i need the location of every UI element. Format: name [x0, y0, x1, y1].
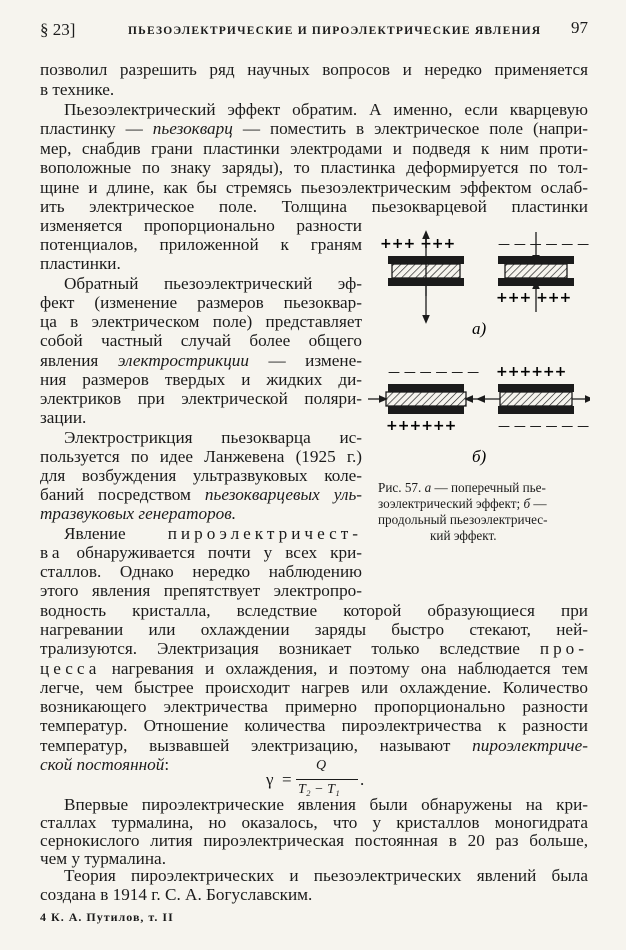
text-line: пластинку — пьезокварц — поместить в электрическое поле (напри- [40, 119, 589, 138]
text-line: собой частный случай более общего [40, 331, 362, 350]
caption-line: кий эффект. [430, 528, 497, 543]
piezo-effect-diagram [368, 226, 590, 476]
formula-fraction-bar [296, 779, 358, 780]
text-line: сталлов. Однако нередко наблюдению [40, 562, 362, 581]
formula-numerator: Q [316, 758, 327, 773]
text-line: мер, снабдив грани пластинки электродами и подведя к ним проти- [40, 139, 588, 158]
text-line: сернокислого лития пироэлектрическая постоянная в 20 раз больше, [40, 831, 588, 850]
text-line: потенциалов, приложенной к граням [40, 235, 362, 254]
text-line: Обратный пьезоэлектрический эф- [64, 274, 362, 293]
page-header [40, 18, 588, 44]
text-line: баний посредством пьезокварцевых уль- [40, 485, 363, 504]
caption-line: зоэлектрический эффект; б — [378, 496, 547, 511]
charges-label: — — — — — — [388, 365, 480, 379]
charges-label: — — — — — — [498, 419, 590, 433]
electrode [498, 406, 574, 414]
text-line: цесса нагревания и охлаждения, и поэтому она наблюдается тем [40, 659, 588, 678]
text-line: фект (изменение размеров пьезоквар- [40, 293, 362, 312]
text-line: этого явления препятствует электропро- [40, 581, 362, 600]
section-number: § 23] [40, 20, 76, 39]
text-line: чем у турмалина. [40, 849, 166, 868]
electrode [388, 384, 464, 392]
text-line: легче, чем быстрее происходит нагрев или охлаждение. Количество [40, 678, 588, 697]
caption-line: Рис. 57. а — поперечный пье- [378, 480, 546, 495]
text-line: зации. [40, 408, 87, 427]
text-line: сталлах турмалина, но оказалось, что у кристаллов моногидрата [40, 813, 588, 832]
text-line: Теория пироэлектрических и пьезоэлектрических явлений была [64, 866, 588, 885]
figure-57 [368, 226, 590, 476]
figure-caption [378, 480, 590, 544]
text-line: позволил разрешить ряд научных вопросов и нередко применяется [40, 60, 588, 79]
text-line: щине и длине, как бы стремясь пьезоэлектрическим эффектом ослаб- [40, 178, 588, 197]
text-line: воположные по знаку заряды), то пластинка деформируется по тол- [40, 158, 588, 177]
quartz-plate [500, 392, 572, 406]
text-line: Пьезоэлектрический эффект обратим. А именно, если кварцевую [64, 100, 588, 119]
text-line: пластинки. [40, 254, 121, 273]
charges-label: ++++++ [386, 418, 457, 434]
label-a: а) [472, 319, 487, 338]
text-line: электриков при электрической поляри- [40, 389, 362, 408]
charges-label: — — — — — — [498, 237, 590, 251]
text-line: ца в электрическом поле) представляет [40, 312, 362, 331]
text-line: температур, вызвавшей электризацию, называют пироэлектриче- [40, 736, 588, 755]
text-line: ской постоянной: [40, 755, 170, 774]
running-title: ПЬЕЗОЭЛЕКТРИЧЕСКИЕ И ПИРОЭЛЕКТРИЧЕСКИЕ ЯВЛЕНИЯ [128, 25, 542, 37]
text-line: ва обнаруживается почти у всех кри- [40, 543, 362, 562]
text-line: ния размеров твердых и жидких ди- [40, 370, 362, 389]
text-line: Явление пироэлектричест- [64, 524, 362, 543]
text-line: явления электрострикции — измене- [40, 351, 362, 370]
term-generators: пьезокварцевых уль- [204, 485, 363, 504]
text-line: в технике. [40, 80, 115, 99]
electrode [388, 406, 464, 414]
charges-label: ++++++ [496, 364, 567, 380]
page-number: 97 [571, 18, 588, 37]
diagram-b-right [480, 364, 590, 433]
formula-denominator: T₂ − T₁ [298, 782, 340, 797]
quartz-plate [505, 264, 567, 278]
formula-equals: = [282, 770, 292, 789]
formula-period: . [360, 770, 365, 789]
charges-label: +++ +++ [496, 290, 572, 306]
diagram-a-left [380, 234, 464, 320]
text-line: изменяется пропорционально разности [40, 216, 362, 235]
term-electrostriction: электрострикции [117, 351, 249, 370]
term-piezoquartz: пьезокварц [152, 119, 233, 138]
text-line: Электрострикция пьезокварца ис- [64, 428, 362, 447]
text-line: тразвуковых генераторов. [40, 504, 237, 523]
quartz-plate [386, 392, 466, 406]
electrode [498, 384, 574, 392]
page-footer: 4 К. А. Путилов, т. II [40, 910, 174, 924]
formula-gamma: γ [266, 770, 274, 789]
text-line: ить электрическое поле. Толщина пьезокварцевой пластинки [40, 197, 588, 216]
text-line: трализуются. Электризация возникает только вследствие про- [40, 639, 588, 658]
charges-label: +++ +++ [380, 236, 456, 252]
text-line: Впервые пироэлектрические явления были обнаружены на кри- [64, 795, 588, 814]
text-line: возникающего электричества примерно пропорционально разности [40, 697, 588, 716]
text-line: нагревании или охлаждении заряды быстро стекают, ней- [40, 620, 588, 639]
text-line: создана в 1914 г. С. А. Богуславским. [40, 885, 313, 904]
diagram-a-right [496, 232, 589, 312]
text-line: для возбуждения ультразвуковых коле- [40, 466, 362, 485]
diagram-b-left [368, 365, 482, 434]
text-line: температур. Отношение количества пироэлектричества к разности [40, 716, 588, 735]
term-pyroelectricity: пироэлектричест- [167, 524, 362, 543]
text-line: пользуется по идее Ланжевена (1925 г.) [40, 447, 362, 466]
label-b: б) [472, 447, 487, 466]
term-pyro-constant: пироэлектриче- [472, 736, 588, 755]
text-line: водность кристалла, вследствие которой образующиеся при [40, 601, 588, 620]
caption-line: продольный пьезоэлектричес- [378, 512, 548, 527]
